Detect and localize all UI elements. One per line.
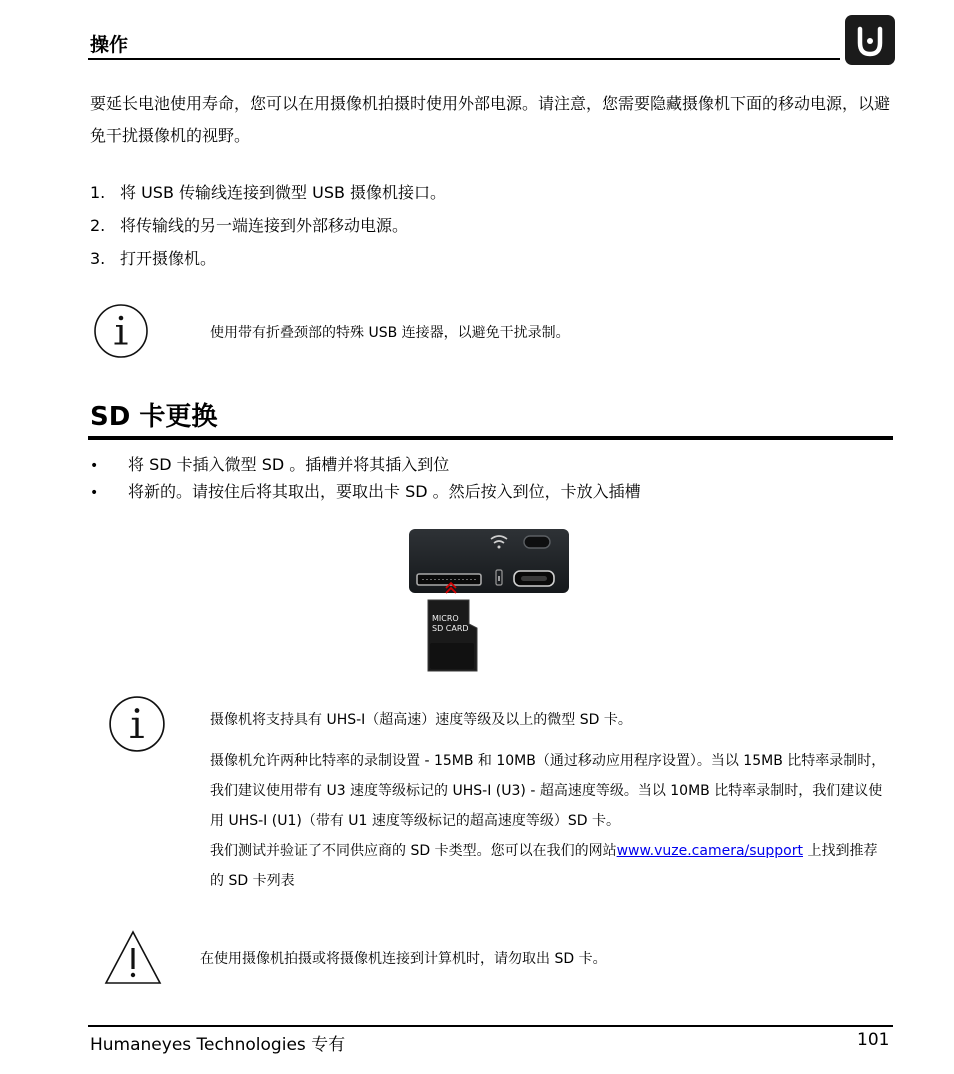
- bullet-item: [90, 479, 641, 506]
- header-title: 操作: [90, 34, 129, 56]
- support-link[interactable]: www.vuze.camera/support: [616, 843, 803, 859]
- bitrate-notes: [210, 746, 890, 896]
- support-suffix: 上找到推荐的 SD 卡列表: [210, 843, 878, 889]
- intro-paragraph: 要延长电池使用寿命，您可以在用摄像机拍摄时使用外部电源。请注意，您需要隐藏摄像机下面的移动电源，以避免干扰摄像机的视野。: [90, 94, 891, 145]
- camera-slot-illustration: [408, 528, 570, 673]
- step-text: 打开摄像机。: [120, 249, 217, 268]
- logo-mark: [845, 15, 895, 65]
- support-paragraph: [210, 836, 890, 896]
- step-number: 2.: [90, 216, 106, 235]
- warning-icon: [102, 928, 164, 988]
- step-number: 1.: [90, 183, 106, 202]
- note-usb-connector: 使用带有折叠颈部的特殊 USB 连接器，以避免干扰录制。: [210, 325, 570, 341]
- step-text: 将 USB 传输线连接到微型 USB 摄像机接口。: [120, 183, 447, 202]
- page-number: 101: [857, 1030, 890, 1050]
- card-label-line1: MICRO: [432, 614, 459, 623]
- step-number: 3.: [90, 249, 106, 268]
- step-item: [90, 242, 446, 275]
- bullet-dot: •: [90, 485, 99, 501]
- note-uhs-support: 摄像机将支持具有 UHS-I（超高速）速度等级及以上的微型 SD 卡。: [210, 712, 632, 728]
- info-icon: [92, 302, 150, 360]
- warning-text: 在使用摄像机拍摄或将摄像机连接到计算机时，请勿取出 SD 卡。: [200, 951, 607, 967]
- vuze-logo: [845, 15, 895, 65]
- section-title: SD 卡更换: [90, 402, 218, 432]
- bullet-list: [90, 452, 641, 506]
- header-divider: [88, 58, 840, 60]
- support-prefix: 我们测试并验证了不同供应商的 SD 卡类型。您可以在我们的网站: [210, 843, 617, 859]
- sd-card-figure: [408, 528, 570, 673]
- bullet-text: 将 SD 卡插入微型 SD 。插槽并将其插入到位: [128, 455, 450, 474]
- bullet-text: 将新的。请按住后将其取出，要取出卡 SD 。然后按入到位，卡放入插槽: [128, 482, 641, 501]
- bullet-dot: •: [90, 458, 99, 474]
- steps-list: [90, 176, 446, 275]
- bitrate-paragraph: 摄像机允许两种比特率的录制设置 - 15MB 和 10MB（通过移动应用程序设置）。当以 15MB 比特率录制时，我们建议使用带有 U3 速度等级标记的 UHS-I (U3) - 超高速度等级。当以 10MB 比特率录制时，我们建议使用 UHS-I (U1)（带有 U1 速度等级标记的超高速度等级）SD 卡。: [210, 753, 886, 829]
- step-item: [90, 176, 446, 209]
- step-item: [90, 209, 446, 242]
- card-label-line2: SD CARD: [432, 624, 469, 633]
- footer-company: Humaneyes Technologies 专有: [90, 1035, 346, 1055]
- bullet-item: [90, 452, 641, 479]
- info-icon: [107, 694, 167, 754]
- footer-divider: [88, 1025, 893, 1027]
- step-text: 将传输线的另一端连接到外部移动电源。: [120, 216, 409, 235]
- section-divider: [88, 436, 893, 440]
